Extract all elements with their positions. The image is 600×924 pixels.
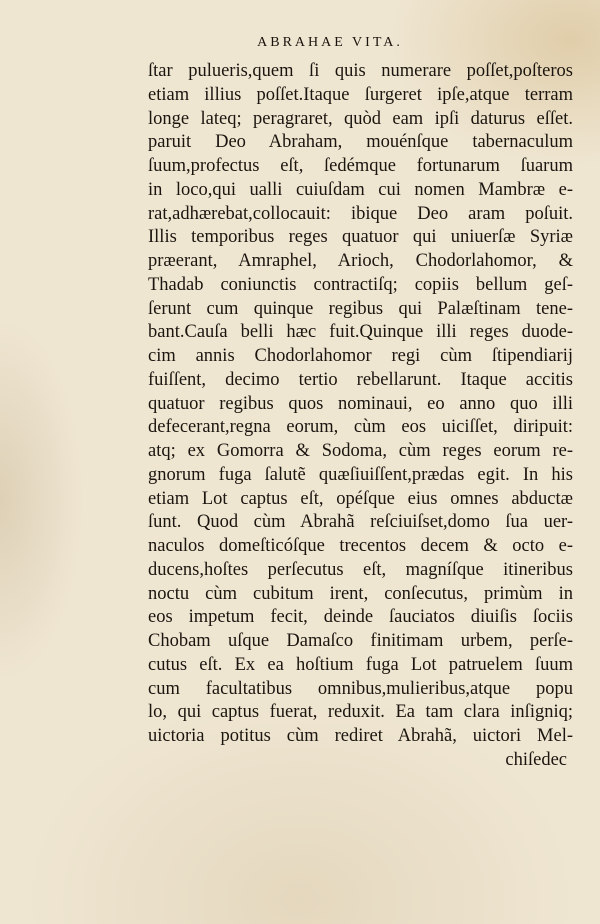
text-line: ſerunt cum quinque regibus qui Palæſtinam tene- — [148, 298, 573, 319]
text-line: bant.Cauſa belli hæc fuit.Quinque illi reges duode- — [148, 322, 573, 343]
text-line: naculos domeſticóſque trecentos decem & octo e- — [148, 536, 573, 556]
text-line: Chobam uſque Damaſco finitimam urbem, perſe- — [148, 631, 573, 651]
text-line: cim annis Chodorlahomor regi cùm ſtipendiarij — [148, 346, 573, 366]
text-line: quatuor regibus quos nominaui, eo anno quo illi — [148, 393, 573, 414]
text-line: cutus eſt. Ex ea hoſtium fuga Lot patruelem ſuum — [148, 654, 573, 675]
text-line: longe lateq; peragraret, quòd eam ipſi daturus eſſet. — [148, 108, 573, 129]
text-line: uictoria potitus cùm rediret Abrahã, uictori Mel- — [148, 726, 573, 746]
text-line: eos impetum fecit, deinde ſauciatos diuiſis ſociis — [148, 607, 573, 628]
text-line: noctu cùm cubitum irent, conſecutus, primùm in — [148, 583, 573, 604]
running-head: ABRAHAE VITA. — [257, 35, 403, 50]
text-line: paruit Deo Abraham, mouénſque tabernaculum — [148, 132, 573, 153]
text-line: præerant, Amraphel, Arioch, Chodorlahomor, & — [148, 251, 573, 271]
text-line: Illis temporibus reges quatuor qui uniuerſæ Syriæ — [148, 227, 573, 248]
text-line: defecerant,regna eorum, cùm eos uiciſſet, diripuit: — [148, 417, 573, 438]
text-line: cum facultatibus omnibus,mulieribus,atque popu — [148, 678, 573, 699]
text-line: ſtar pulueris,quem ſi quis numerare poſſet,poſteros — [148, 61, 573, 81]
text-line: lo, qui captus fuerat, reduxit. Ea tam clara inſigniq; — [148, 702, 573, 723]
text-line: ſuum,profectus eſt, ſedémque fortunarum ſuarum — [148, 156, 573, 176]
text-line: rat,adhærebat,collocauit: ibique Deo aram poſuit. — [148, 203, 573, 224]
text-block — [148, 60, 573, 773]
text-line: etiam illius poſſet.Itaque ſurgeret ipſe,atque terram — [148, 84, 573, 105]
text-line: Thadab coniunctis contractiſq; copiis bellum geſ- — [148, 274, 573, 295]
catchword: chiſedec — [505, 749, 567, 770]
text-line: etiam Lot captus eſt, opéſque eius omnes abductæ — [148, 488, 573, 509]
text-line: gnorum fuga ſalutẽ quæſiuiſſent,prædas egit. In his — [148, 464, 573, 485]
text-line: fuiſſent, decimo tertio rebellarunt. Itaque accitis — [148, 369, 573, 390]
text-line: in loco,qui ualli cuiuſdam cui nomen Mambræ e- — [148, 179, 573, 200]
text-line: atq; ex Gomorra & Sodoma, cùm reges eorum re- — [148, 441, 573, 461]
text-line: ſunt. Quod cùm Abrahã reſciuiſset,domo ſua uer- — [148, 512, 573, 533]
text-line: ducens,hoſtes perſecutus eſt, magníſque itineribus — [148, 559, 573, 580]
